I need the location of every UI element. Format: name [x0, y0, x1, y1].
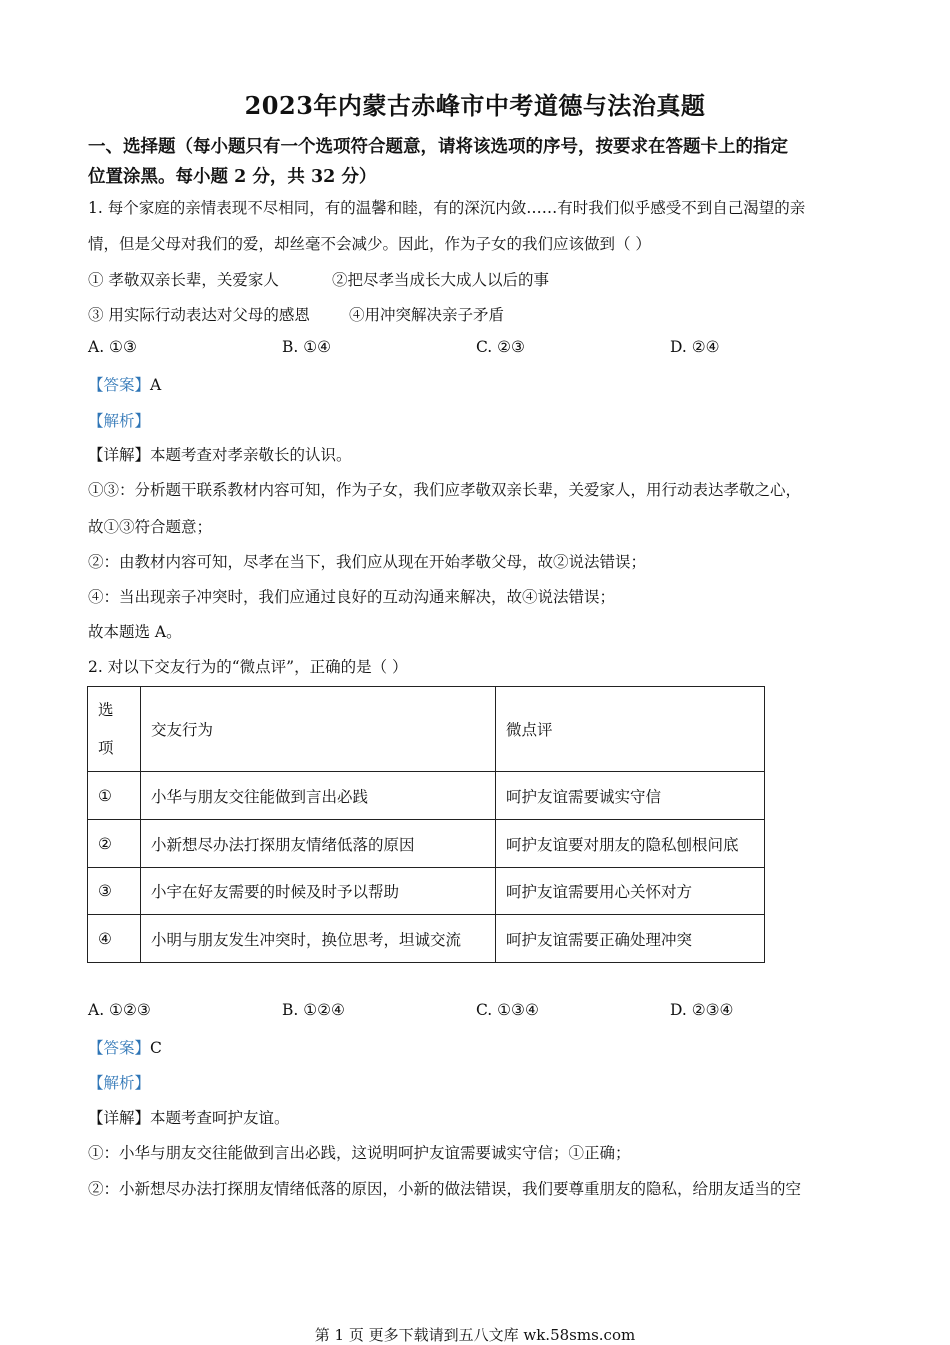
q2-row-comment: 呵护友谊需要正确处理冲突 — [496, 915, 765, 963]
section-heading-line2: 位置涂黑。每小题 2 分，共 32 分） — [88, 167, 377, 187]
q2-option-a: A. ①②③ — [88, 1001, 151, 1019]
q1-answer-tag: 【答案】 — [88, 376, 151, 394]
q2-option-d: D. ②③④ — [670, 1001, 734, 1019]
q2-row-option: ① — [88, 772, 141, 820]
section-heading-line1: 一、选择题（每小题只有一个选项符合题意，请将该选项的序号，按要求在答题卡上的指定 — [88, 137, 788, 157]
q1-answer-value: A — [150, 376, 162, 394]
q2-table-header-comment: 微点评 — [496, 687, 765, 772]
q1-option-a: A. ①③ — [88, 338, 137, 356]
table-row — [88, 820, 765, 868]
page-title: 2023年内蒙古赤峰市中考道德与法治真题 — [244, 91, 706, 120]
q2-answer — [88, 1036, 162, 1058]
q1-item-1: ① 孝敬双亲长辈，关爱家人 — [88, 271, 279, 289]
q2-detail — [88, 1106, 290, 1128]
q1-explanation-2: ②：由教材内容可知，尽孝在当下，我们应从现在开始孝敬父母，故②说法错误； — [88, 553, 647, 571]
q1-explanation-1b: 故①③符合题意； — [88, 518, 213, 536]
q2-explanation-2: ②：小新想尽办法打探朋友情绪低落的原因，小新的做法错误，我们要尊重朋友的隐私，给朋友适当的空 — [88, 1180, 802, 1198]
page-footer: 第 1 页 更多下载请到五八文库 wk.58sms.com — [314, 1326, 636, 1344]
q2-table-header-option — [88, 687, 141, 772]
q1-conclusion: 故本题选 A。 — [88, 623, 182, 641]
q2-stem: 2. 对以下交友行为的“微点评”，正确的是（ ） — [88, 658, 408, 676]
q2-analysis-tag: 【解析】 — [88, 1074, 151, 1092]
q1-explanation-1a: ①③：分析题干联系教材内容可知，作为子女，我们应孝敬双亲长辈，关爱家人，用行动表达孝敬之心， — [88, 481, 802, 499]
table-row — [88, 868, 765, 915]
q1-option-d: D. ②④ — [670, 338, 720, 356]
q2-row-behavior: 小明与朋友发生冲突时，换位思考，坦诚交流 — [141, 915, 496, 963]
q2-answer-tag: 【答案】 — [88, 1039, 151, 1057]
table-row — [88, 772, 765, 820]
q2-row-comment: 呵护友谊需要诚实守信 — [496, 772, 765, 820]
q2-detail-tag: 【详解】 — [88, 1109, 151, 1127]
q2-header-option-char1: 选 — [98, 701, 114, 719]
q1-detail-tag: 【详解】 — [88, 446, 151, 464]
q1-item-2: ②把尽孝当成长大成人以后的事 — [332, 271, 550, 289]
q2-table-header-behavior: 交友行为 — [141, 687, 496, 772]
q1-stem-line1: 1. 每个家庭的亲情表现不尽相同，有的温馨和睦，有的深沉内敛……有时我们似乎感受不到自己渴望的亲 — [88, 199, 806, 217]
q2-row-behavior: 小宇在好友需要的时候及时予以帮助 — [141, 868, 496, 915]
q2-explanation-1: ①：小华与朋友交往能做到言出必践，这说明呵护友谊需要诚实守信；①正确； — [88, 1144, 631, 1162]
q2-row-comment: 呵护友谊要对朋友的隐私刨根问底 — [496, 820, 765, 868]
q1-detail-text: 本题考查对孝亲敬长的认识。 — [150, 446, 352, 464]
q2-option-b: B. ①②④ — [282, 1001, 345, 1019]
q1-explanation-3: ④：当出现亲子冲突时，我们应通过良好的互动沟通来解决，故④说法错误； — [88, 588, 616, 606]
section-heading — [88, 132, 868, 192]
q2-table-header-row — [88, 687, 765, 772]
q1-option-c: C. ②③ — [476, 338, 525, 356]
q2-table — [87, 686, 765, 963]
q2-row-behavior: 小华与朋友交往能做到言出必践 — [141, 772, 496, 820]
q2-row-behavior: 小新想尽办法打探朋友情绪低落的原因 — [141, 820, 496, 868]
q1-stem-line2: 情，但是父母对我们的爱，却丝毫不会减少。因此，作为子女的我们应该做到（ ） — [88, 235, 651, 253]
q2-row-option: ③ — [88, 868, 141, 915]
q1-item-3: ③ 用实际行动表达对父母的感恩 — [88, 306, 310, 324]
q2-row-comment: 呵护友谊需要用心关怀对方 — [496, 868, 765, 915]
q2-header-option-char2: 项 — [98, 739, 114, 757]
q1-analysis-tag: 【解析】 — [88, 412, 151, 430]
q2-answer-value: C — [150, 1039, 162, 1057]
q1-item-4: ④用冲突解决亲子矛盾 — [349, 306, 505, 324]
table-row — [88, 915, 765, 963]
q2-option-c: C. ①③④ — [476, 1001, 539, 1019]
q2-row-option: ④ — [88, 915, 141, 963]
q2-row-option: ② — [88, 820, 141, 868]
q2-detail-text: 本题考查呵护友谊。 — [150, 1109, 290, 1127]
q1-option-b: B. ①④ — [282, 338, 332, 356]
q1-answer — [88, 373, 161, 395]
q1-detail — [88, 443, 352, 465]
